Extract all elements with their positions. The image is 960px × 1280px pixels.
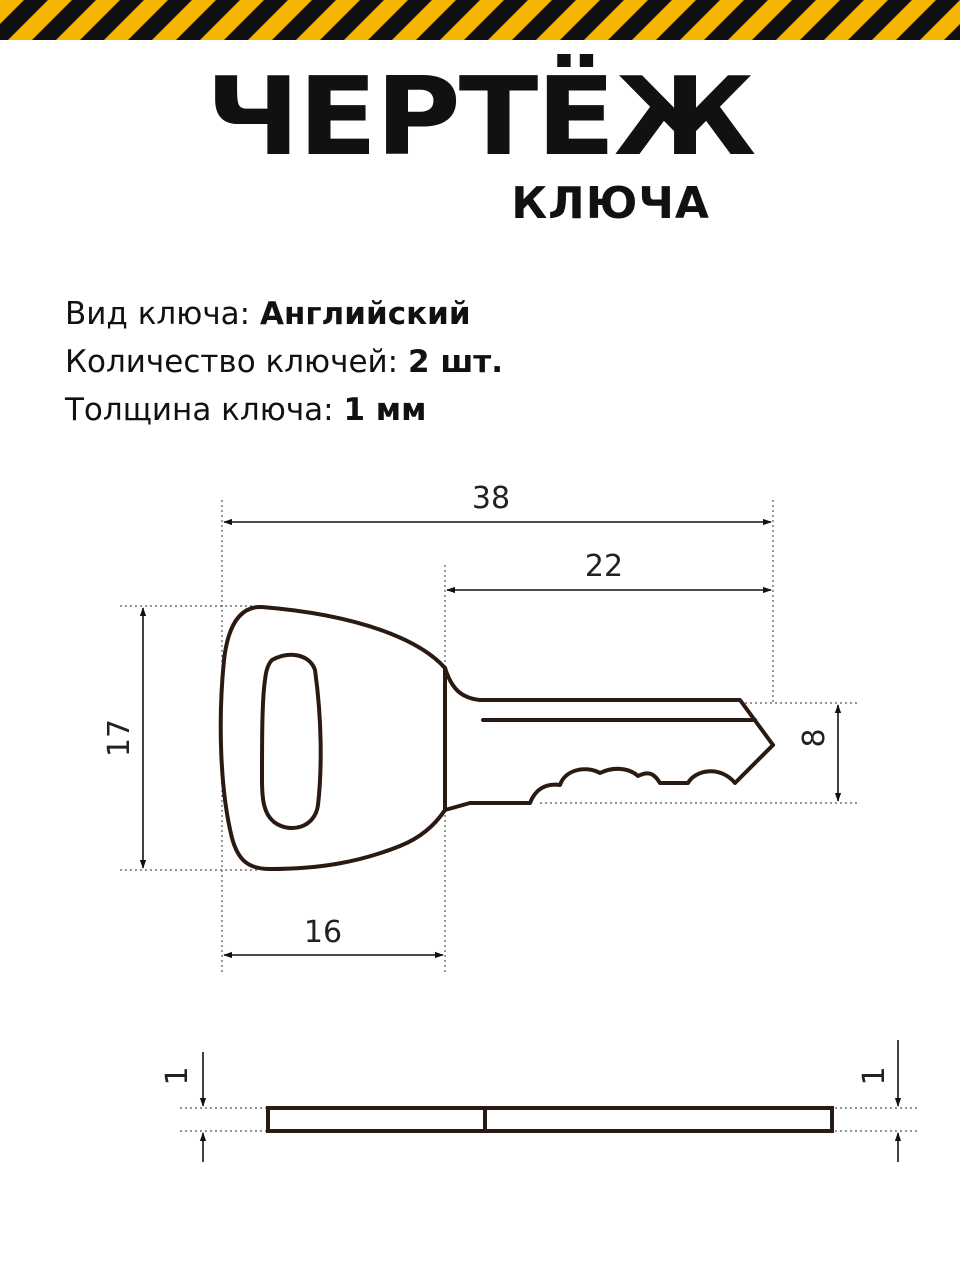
key-outline [221,607,773,869]
spec-value: 1 мм [343,392,427,428]
dim-38-label: 38 [471,481,511,516]
dim-1-right-label: 1 [857,1066,892,1086]
spec-value: Английский [259,296,471,332]
dim-16-label: 16 [303,915,343,950]
key-blade-top-edge [445,668,773,745]
dimension-lines [143,522,898,1162]
spec-label: Вид ключа: [65,296,260,332]
spec-label: Количество ключей: [65,344,408,380]
side-view-bar [268,1108,832,1131]
dim-8-label: 8 [797,728,832,748]
spec-value: 2 шт. [407,344,504,380]
dim-22-label: 22 [584,549,624,584]
key-side-view [268,1108,832,1131]
page-title: ЧЕРТЁЖ [205,55,755,180]
page-subtitle: КЛЮЧА [511,178,710,229]
extension-lines [120,500,920,1131]
key-blade-bottom-edge [445,745,773,810]
key-head-hole [262,655,321,828]
key-head-shape [221,607,445,869]
spec-label: Толщина ключа: [65,392,344,428]
dim-17-label: 17 [102,718,137,758]
dim-1-left-label: 1 [160,1066,195,1086]
